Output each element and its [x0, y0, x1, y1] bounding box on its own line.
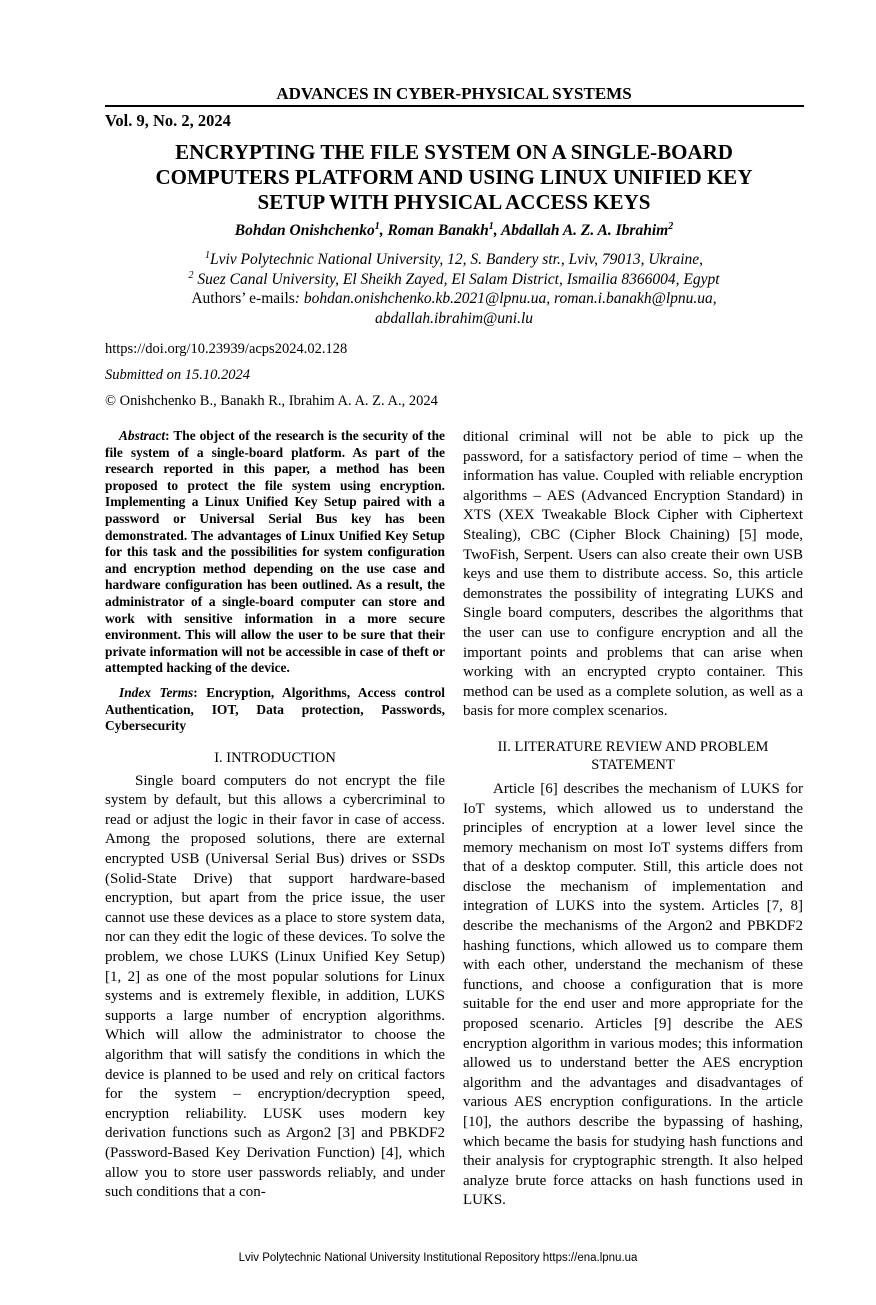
volume-info: Vol. 9, No. 2, 2024 [105, 111, 231, 130]
header-rule [105, 105, 804, 107]
introduction-text: Single board computers do not encrypt the file system by default, but this allows a cybercriminal to read or adjust the logic in their favor in case of access. Among the proposed solutions, there are external encrypted USB (Universal Serial Bus) drives or SSDs (Solid-State Drive) that support hardware-based encryption, but apart from the price issue, the user cannot use these devices as a place to store system data, nor can they edit the logic of these devices. To solve the problem, we chose LUKS (Linux Unified Key Setup) [1, 2] as one of the most popular solutions for Linux systems and is extremely flexible, in addition, LUKS supports a large number of encryption algorithms. Which will allow the administrator to choose the algorithm that will satisfy the conditions in which the device is planned to be used and rely on critical factors for the system – encryption/decryption speed, encryption reliability. LUSK uses modern key derivation functions such as Argon2 [3] and PBKDF2 (Password-Based Key Derivation Function) [4], which allow you to store user passwords reliably, and under such conditions that a con- [105, 772, 445, 1201]
author: Roman Banakh$^1$, [387, 220, 501, 239]
right-column [463, 428, 803, 1211]
left-column [105, 428, 445, 1211]
affiliation-2: $^2$ Suez Canal University, El Sheikh Zayed, El Salam District, Ismailia 8366004, Egypt [188, 269, 720, 288]
section-heading-introduction: I. INTRODUCTION [214, 749, 336, 766]
doi-link[interactable]: https://doi.org/10.23939/acps2024.02.128 [105, 341, 348, 357]
section-heading-literature-review: II. LITERATURE REVIEW AND PROBLEM STATEMENT [497, 738, 769, 773]
paper-title: ENCRYPTING THE FILE SYSTEM ON A SINGLE-BOARD COMPUTERS PLATFORM AND USING LINUX UNIFIED KEY SETUP WITH PHYSICAL ACCESS KEYS [155, 140, 753, 214]
abstract: Abstract: The object of the research is the security of the file system of a single-board platform. As part of the research reported in this paper, a method has been proposed to protect the file system using encryption. Implementing a Linux Unified Key Setup paired with a password or Universal Serial Bus key has been demonstrated. The advantages of Linux Unified Key Setup for this task and the possibilities for system configuration and encryption method depending on the use case and hardware configuration has been outlined. As a result, the administrator of a single-board computer can store and work with sensitive information in a more secure environment. This will allow the user to be sure that their private information will not be accessible in case of theft or attempted hacking of the device. [105, 428, 445, 676]
repository-footer: Lviv Polytechnic National University Institutional Repository https://ena.lpnu.ua [238, 1251, 638, 1264]
author: Abdallah A. Z. A. Ibrahim$^2$ [500, 220, 674, 239]
literature-review-text: Article [6] describes the mechanism of LUKS for IoT systems, which allowed us to understand the principles of encryption at a lower level since the memory mechanism on most IoT systems differs from that of a desktop computer. Still, this article does not disclose the mechanism of implementation and integration of LUKS into the system. Articles [7, 8] describe the mechanisms of the Argon2 and PBKDF2 hashing functions, which allowed us to compare them with each other, understand the mechanism of these functions, and choose a configuration that is more suitable for the end user and more appropriate for the proposed scenario. Articles [9] describe the AES encryption algorithm in various modes; this information allowed us to understand better the AES encryption algorithm and the advantages and disadvantages of various AES encryption configurations. In the article [10], the authors describe the bypassing of hashing, which became the basis for studying hash functions and their analysis for cryptographic strength. It also helped analyze brute force attacks on hash functions used in LUKS. [463, 780, 803, 1209]
index-terms: Index Terms: Encryption, Algorithms, Access control Authentication, IOT, Data protection, Passwords, Cybersecurity [105, 684, 445, 734]
journal-name: ADVANCES IN CYBER-PHYSICAL SYSTEMS [276, 84, 632, 103]
copyright: © Onishchenko B., Banakh R., Ibrahim A. A. Z. A., 2024 [105, 393, 438, 409]
author-emails: Authors’ e-mails: bohdan.onishchenko.kb.2021@lpnu.ua, roman.i.banakh@lpnu.ua, abdallah.ibrahim@uni.lu [191, 290, 717, 327]
affiliations [105, 250, 803, 328]
submitted-date: Submitted on 15.10.2024 [105, 367, 250, 383]
author: Bohdan Onishchenko$^1$, [234, 220, 388, 239]
introduction-text-continued: ditional criminal will not be able to pick up the password, for a satisfactory period of time – when the information has value. Coupled with reliable encryption algorithms – AES (Advanced Encryption Standard) in XTS (XEX Tweakable Block Cipher with Ciphertext Stealing), CBC (Cipher Block Chaining) [5] mode, TwoFish, Serpent. Users can also create their own USB keys and use them to distribute access. So, this article demonstrates the possibility of integrating LUKS and Single board computers, describes the algorithms that the user can use to configure encryption and all the important points and problems that can arise when working with an encrypted crypto container. This method can be used as a complete solution, as well as a basis for more complex scenarios. [463, 429, 803, 720]
two-column-body [105, 428, 803, 1211]
affiliation-1: $^1$Lviv Polytechnic National University, 12, S. Bandery str., Lviv, 79013, Ukraine, [204, 249, 704, 268]
author-list [105, 221, 803, 241]
